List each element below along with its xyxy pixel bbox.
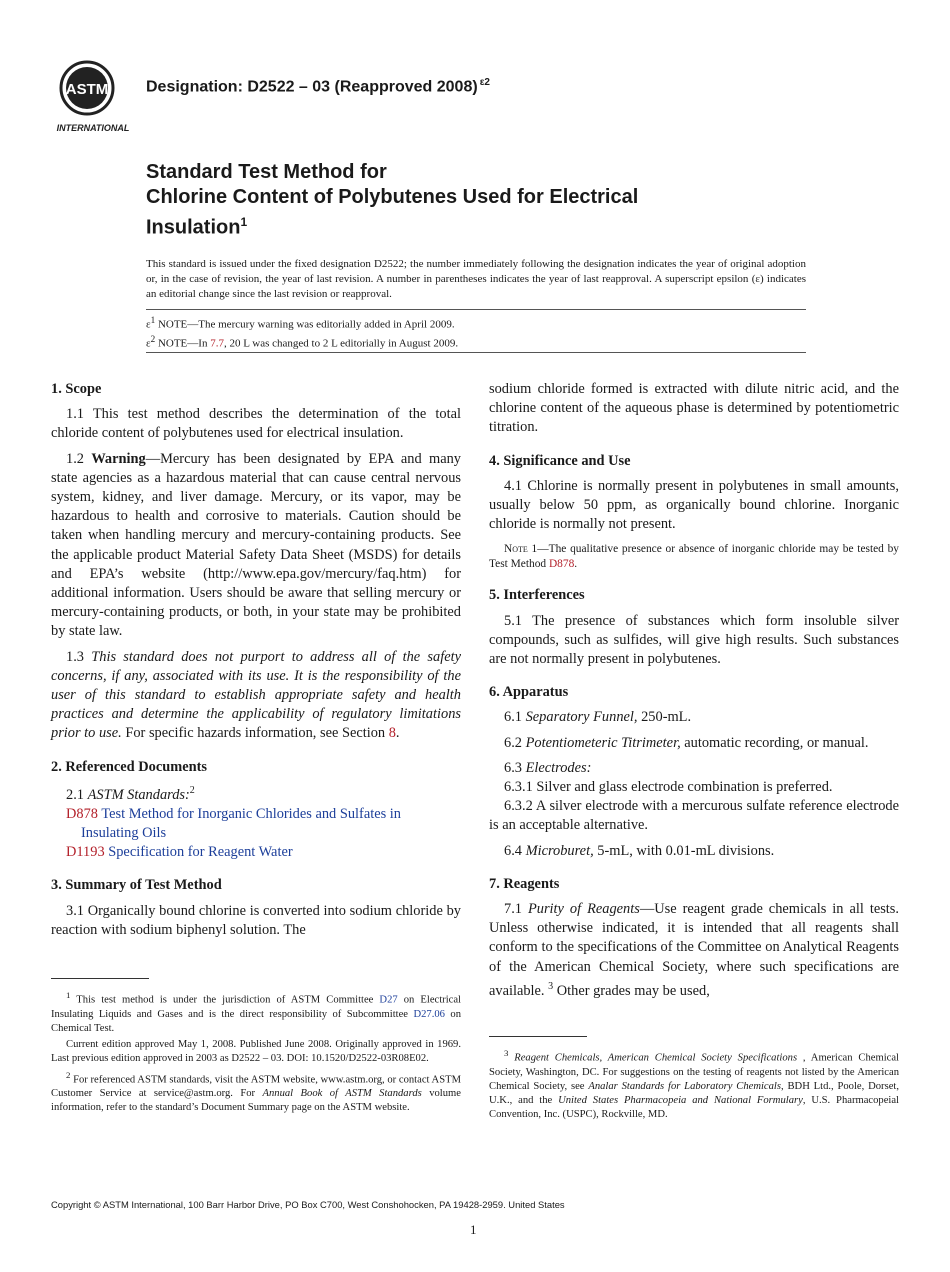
paragraph: 6.3.2 A silver electrode with a mercurous sulfate reference electrode is an acceptable alternative.: [489, 798, 899, 834]
paragraph: 6.4 Microburet, 5-mL, with 0.01-mL divisions.: [504, 842, 775, 859]
footnote-1-approval: Current edition approved May 1, 2008. Published June 2008. Originally approved in 1969. Last previous edition approved in 2003 as D2522 – 03. DOI: 10.1520/D2522-03R08E02.: [51, 1038, 461, 1064]
paragraph: 6.3.1 Silver and glass electrode combination is preferred.: [504, 779, 833, 796]
editorial-note-2: $\varepsilon^2$ NOTE—In 7.7, 20 L was changed to 2 L editorially in August 2009.: [146, 333, 459, 350]
page-number: 1: [470, 1222, 477, 1237]
right-column: [489, 380, 899, 1001]
left-column: [51, 380, 461, 940]
link-d27-06[interactable]: D27.06: [413, 1008, 445, 1020]
footnote-3: $^3$ Reagent Chemicals, American Chemical Society Specifications , American Chemical Society, Washington, DC. For suggestions on the testing of reagents not listed by the American Chemical Society, see Analar Standards for Laboratory Chemicals, BDH Ltd., Poole, Dorset, U.K., and the United States Pharmacopeia and National Formulary, U.S. Pharmacopeial Convention, Inc. (USPC), Rockville, MD.: [489, 1048, 899, 1120]
link-section-8[interactable]: 8: [388, 725, 396, 742]
paragraph: 3.1 Organically bound chlorine is converted into sodium chloride by reaction with sodium biphenyl solution. The: [51, 902, 461, 938]
title-line-2: Chlorine Content of Polybutenes Used for Electrical: [146, 186, 639, 208]
paragraph: 5.1 The presence of substances which form insoluble silver compounds, such as sulfides, will give high results. Such substances are not normally present in polybutenes.: [489, 612, 899, 668]
title-line-3: Insulation$^1$: [146, 215, 248, 239]
reference-item[interactable]: D1193 Specification for Reagent Water: [66, 844, 293, 861]
paragraph: 1.3 This standard does not purport to address all of the safety concerns, if any, associated with its use. It is the responsibility of the user of this standard to establish appropriate safety and health practices and determine the applicability of regulatory limitations prior to use. For specific hazards information, see Section 8.: [51, 648, 461, 742]
footnote-2: $^2$ For referenced ASTM standards, visit the ASTM website, www.astm.org, or contact ASTM Customer Service at service@astm.org. For Annual Book of ASTM Standards volume information, refer to the standard’s Document Summary page on the ASTM website.: [51, 1069, 461, 1114]
link-d878[interactable]: D878: [548, 558, 575, 571]
footnote-rule: [51, 978, 149, 979]
link-7-7[interactable]: 7.7: [210, 337, 224, 350]
section-heading: 4. Significance and Use: [489, 452, 631, 469]
note-1: Note 1—The qualitative presence or absence of inorganic chloride may be tested by Test Method D878.: [489, 543, 899, 571]
reference-item[interactable]: D878 Test Method for Inorganic Chlorides and Sulfates in Insulating Oils: [66, 805, 401, 842]
section-heading: 3. Summary of Test Method: [51, 877, 222, 894]
paragraph: 6.3 Electrodes:: [504, 759, 592, 776]
paragraph: sodium chloride formed is extracted with dilute nitric acid, and the chlorine content of the aqueous phase is determined by potentiometric titration.: [489, 381, 899, 436]
footnotes-left: [51, 988, 461, 1115]
section-heading: 1. Scope: [51, 381, 102, 397]
editorial-notes: [146, 309, 806, 353]
intro-statement: This standard is issued under the fixed designation D2522; the number immediately following the designation indicates the year of original adoption or, in the case of revision, the year of last revision. A number in parentheses indicates the year of last reapproval. A superscript epsilon (ε) indicates an editorial change since the last revision or reapproval.: [146, 258, 806, 300]
designation: Designation: D2522 – 03 (Reapproved 2008) $^{\varepsilon 2}$: [146, 77, 490, 96]
paragraph: 2.1 ASTM Standards:$^2$: [66, 784, 195, 803]
paragraph: 6.2 Potentiometeric Titrimeter, automatic recording, or manual.: [504, 734, 869, 751]
section-heading: 6. Apparatus: [489, 684, 569, 701]
footnote-1: $^1$ This test method is under the jurisdiction of ASTM Committee D27 on Electrical Insulating Liquids and Gases and is the direct responsibility of Subcommittee D27.06 on Chemical Test.: [51, 990, 461, 1034]
section-heading: 7. Reagents: [489, 875, 560, 892]
paragraph: 1.1 This test method describes the determination of the total chloride content of polybutenes used for electrical insulation.: [51, 406, 461, 442]
astm-logo: [51, 58, 135, 134]
link-d27[interactable]: D27: [379, 994, 398, 1006]
section-heading: 2. Referenced Documents: [51, 758, 207, 775]
paragraph: 7.1 Purity of Reagents—Use reagent grade chemicals in all tests. Unless otherwise indicated, it is intended that all reagents shall conform to the specifications of the Committee on Analytical Reagents of the American Chemical Society, where such specifications are available. $^3$ Other grades may be used,: [489, 901, 900, 999]
logo-subtext: INTERNATIONAL: [56, 123, 130, 133]
editorial-note-1: $\varepsilon^1$ NOTE—The mercury warning was editorially added in April 2009.: [146, 315, 455, 331]
paragraph: 6.1 Separatory Funnel, 250-mL.: [504, 709, 692, 726]
paragraph: 1.2 Warning—Mercury has been designated by EPA and many state agencies as a hazardous material that can cause central nervous system, kidney, and liver damage. Mercury, or its vapor, may be hazardous to health and corrosive to materials. Caution should be taken when handling mercury and mercury-containing products. See the applicable product Material Safety Data Sheet (MSDS) for details and EPA’s website (http://www.epa.gov/mercury/faq.htm) for additional information. Users should be aware that selling mercury or mercury-containing products, or both, in your state may be prohibited by state law.: [51, 450, 461, 640]
section-heading: 5. Interferences: [489, 587, 585, 604]
footnote-rule: [489, 1036, 587, 1037]
logo-text: ASTM: [65, 81, 109, 98]
document-title: [146, 160, 866, 241]
footnotes-right: [489, 1046, 899, 1122]
title-line-1: Standard Test Method for: [146, 161, 387, 183]
paragraph: 4.1 Chlorine is normally present in polybutenes in small amounts, usually below 50 ppm, as organically bound chlorine. Inorganic chloride is normally not present.: [489, 477, 899, 533]
copyright-line: Copyright © ASTM International, 100 Barr Harbor Drive, PO Box C700, West Conshohocken, PA 19428-2959. United States: [51, 1199, 565, 1210]
